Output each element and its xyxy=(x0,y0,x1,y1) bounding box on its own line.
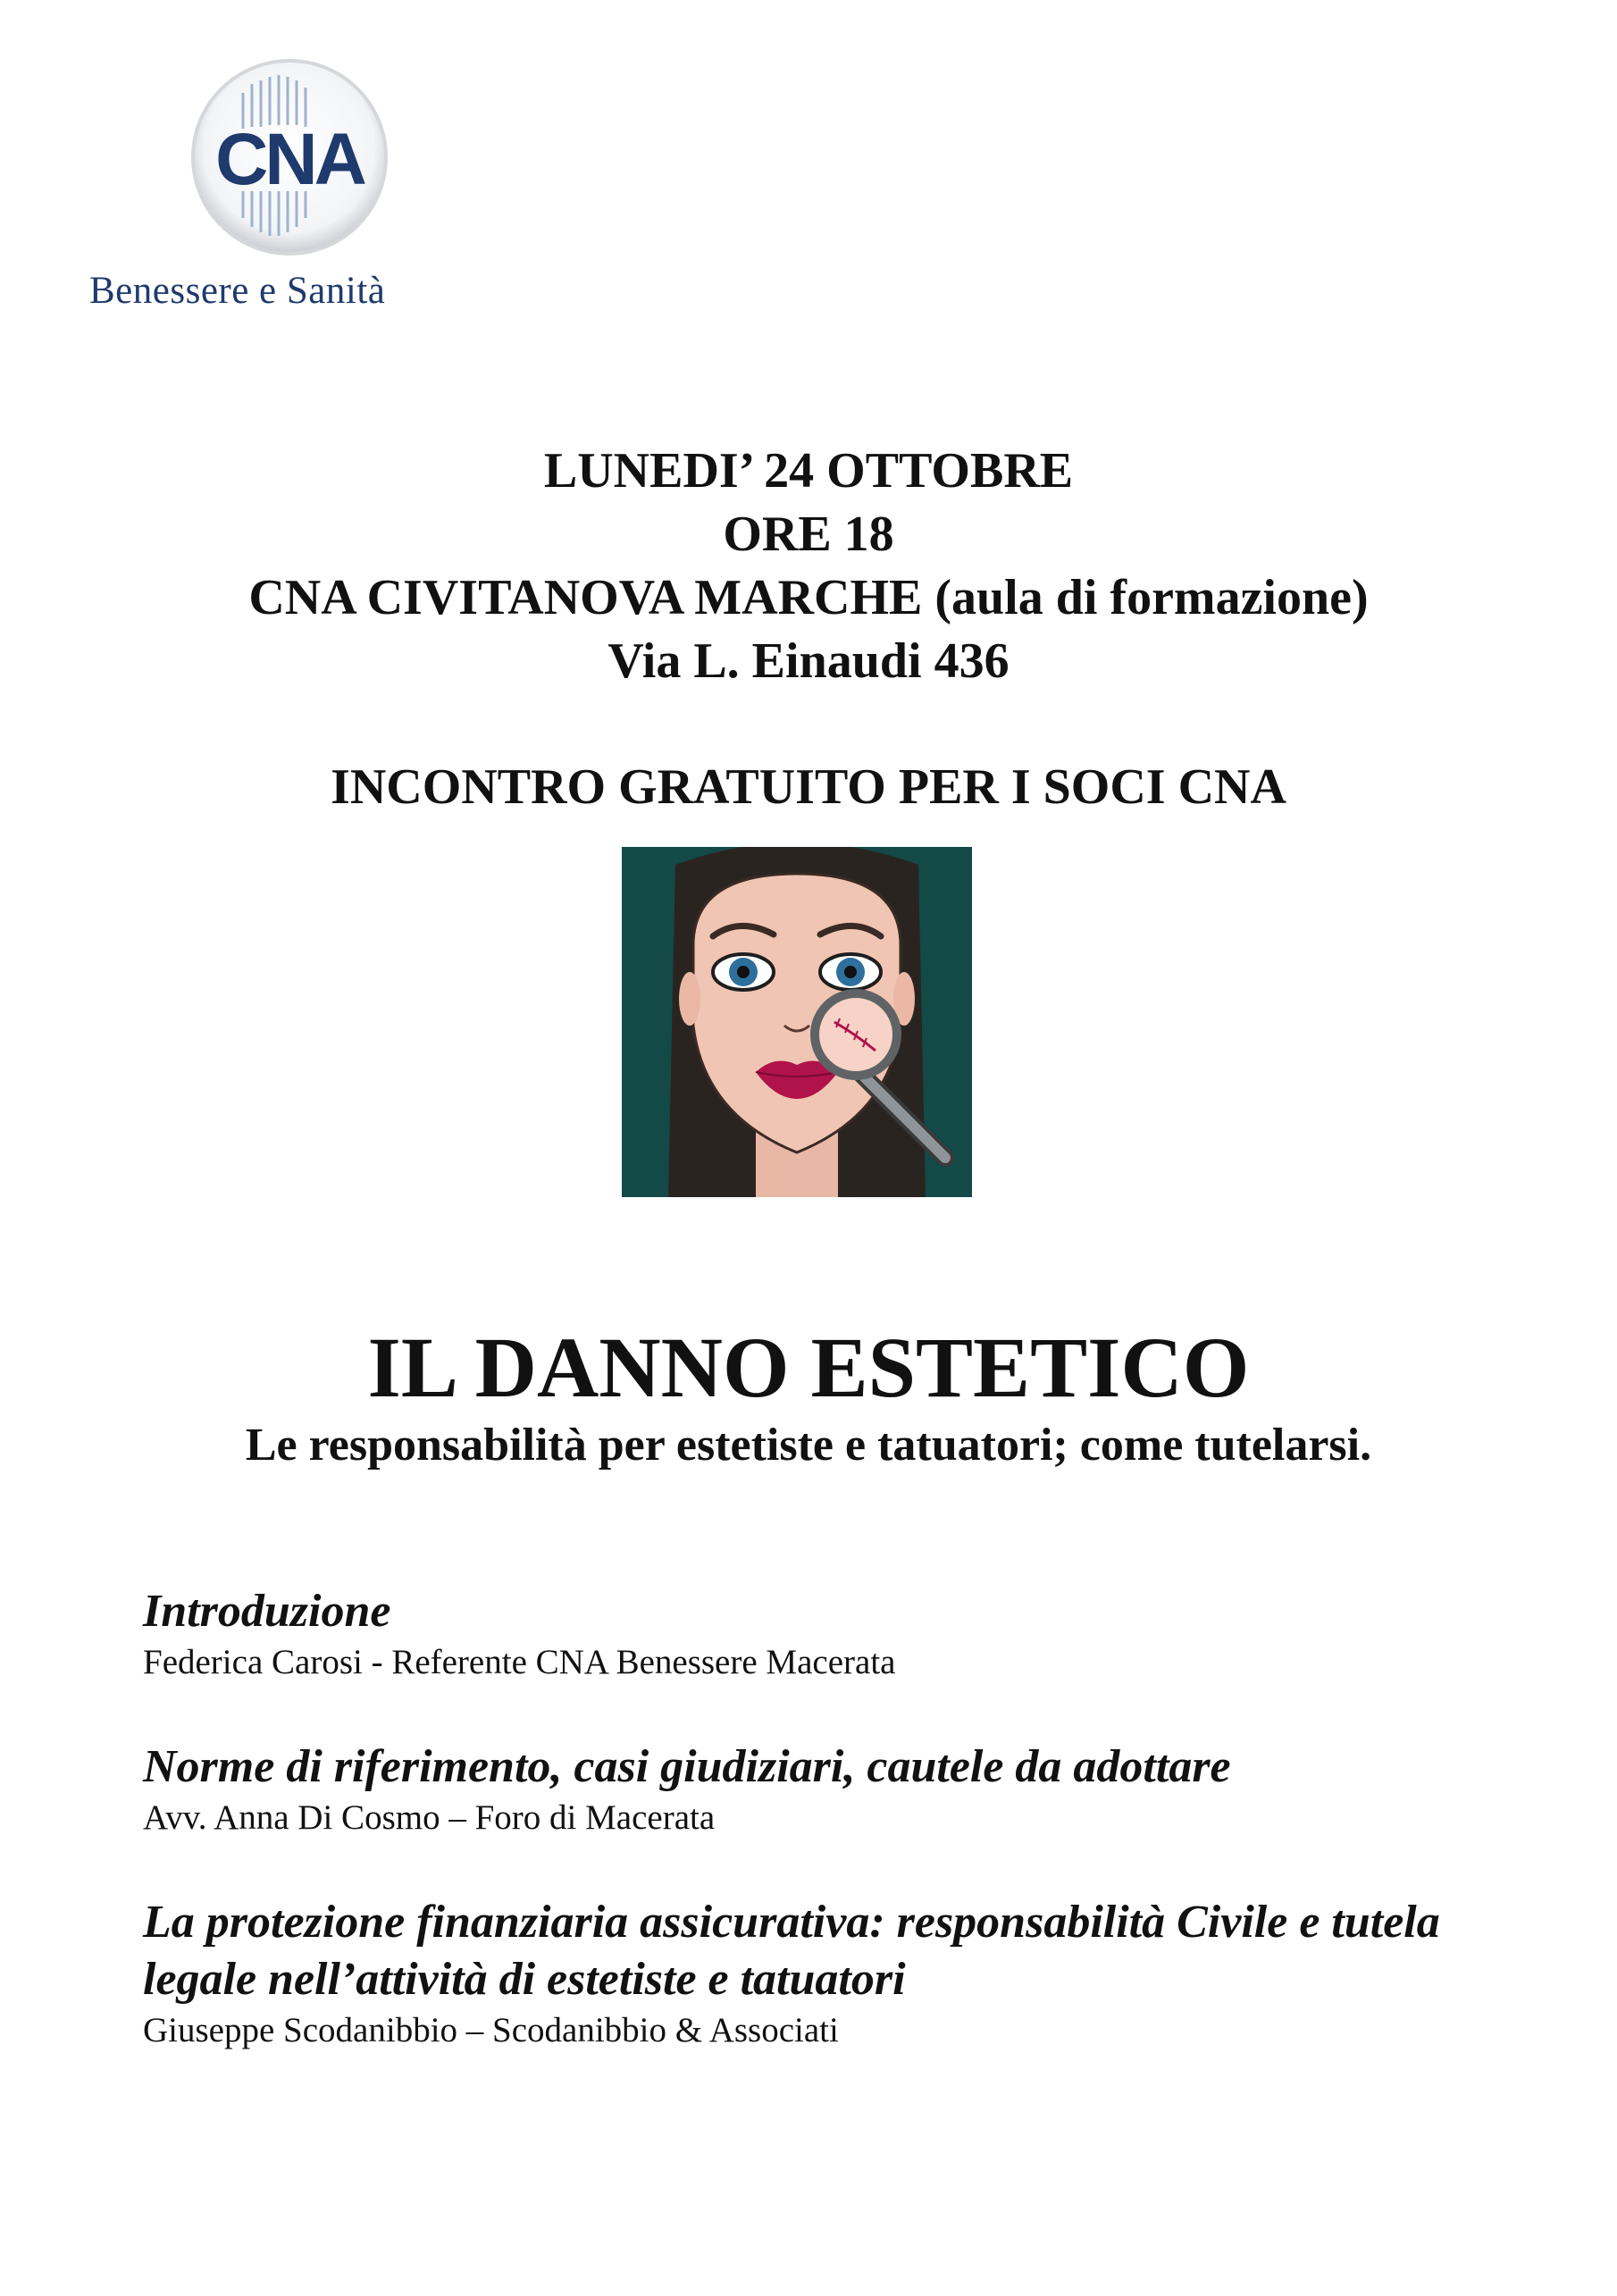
agenda-item-speaker: Federica Carosi - Referente CNA Benessere Macerata xyxy=(143,1643,896,1681)
event-address: Via L. Einaudi 436 xyxy=(607,633,1010,689)
agenda-item xyxy=(143,1894,1537,2053)
event-date: LUNEDI’ 24 OTTOBRE xyxy=(543,443,1074,499)
event-details xyxy=(0,440,1617,693)
agenda-item-speaker: Giuseppe Scodanibbio – Scodanibbio & Associati xyxy=(143,2011,839,2049)
event-location: CNA CIVITANOVA MARCHE (aula di formazione) xyxy=(248,570,1369,625)
agenda-item-title: La protezione finanziaria assicurativa: responsabilità Civile e tutela legale nell’attività di estetiste e tatuatori xyxy=(143,1897,1440,2005)
page-title: IL DANNO ESTETICO xyxy=(367,1320,1250,1415)
logo-tagline: Benessere e Sanità xyxy=(89,270,386,312)
event-time: ORE 18 xyxy=(723,507,894,562)
agenda-item-speaker: Avv. Anna Di Cosmo – Foro di Macerata xyxy=(143,1798,716,1837)
page-subtitle: Le responsabilità per estetiste e tatuatori; come tutelarsi. xyxy=(245,1420,1372,1471)
agenda-item xyxy=(143,1583,1537,1685)
cna-logo-emblem xyxy=(189,57,390,258)
cna-logo xyxy=(89,57,482,334)
free-meeting-note: INCONTRO GRATUITO PER I SOCI CNA xyxy=(331,759,1286,815)
cna-logo-text: CNA xyxy=(215,119,364,200)
agenda-list xyxy=(143,1583,1537,2107)
agenda-item xyxy=(143,1739,1537,1840)
agenda-item-title: Introduzione xyxy=(143,1586,391,1637)
face-magnifier-icon xyxy=(622,847,972,1197)
agenda-item-title: Norme di riferimento, casi giudiziari, cautele da adottare xyxy=(143,1741,1231,1792)
